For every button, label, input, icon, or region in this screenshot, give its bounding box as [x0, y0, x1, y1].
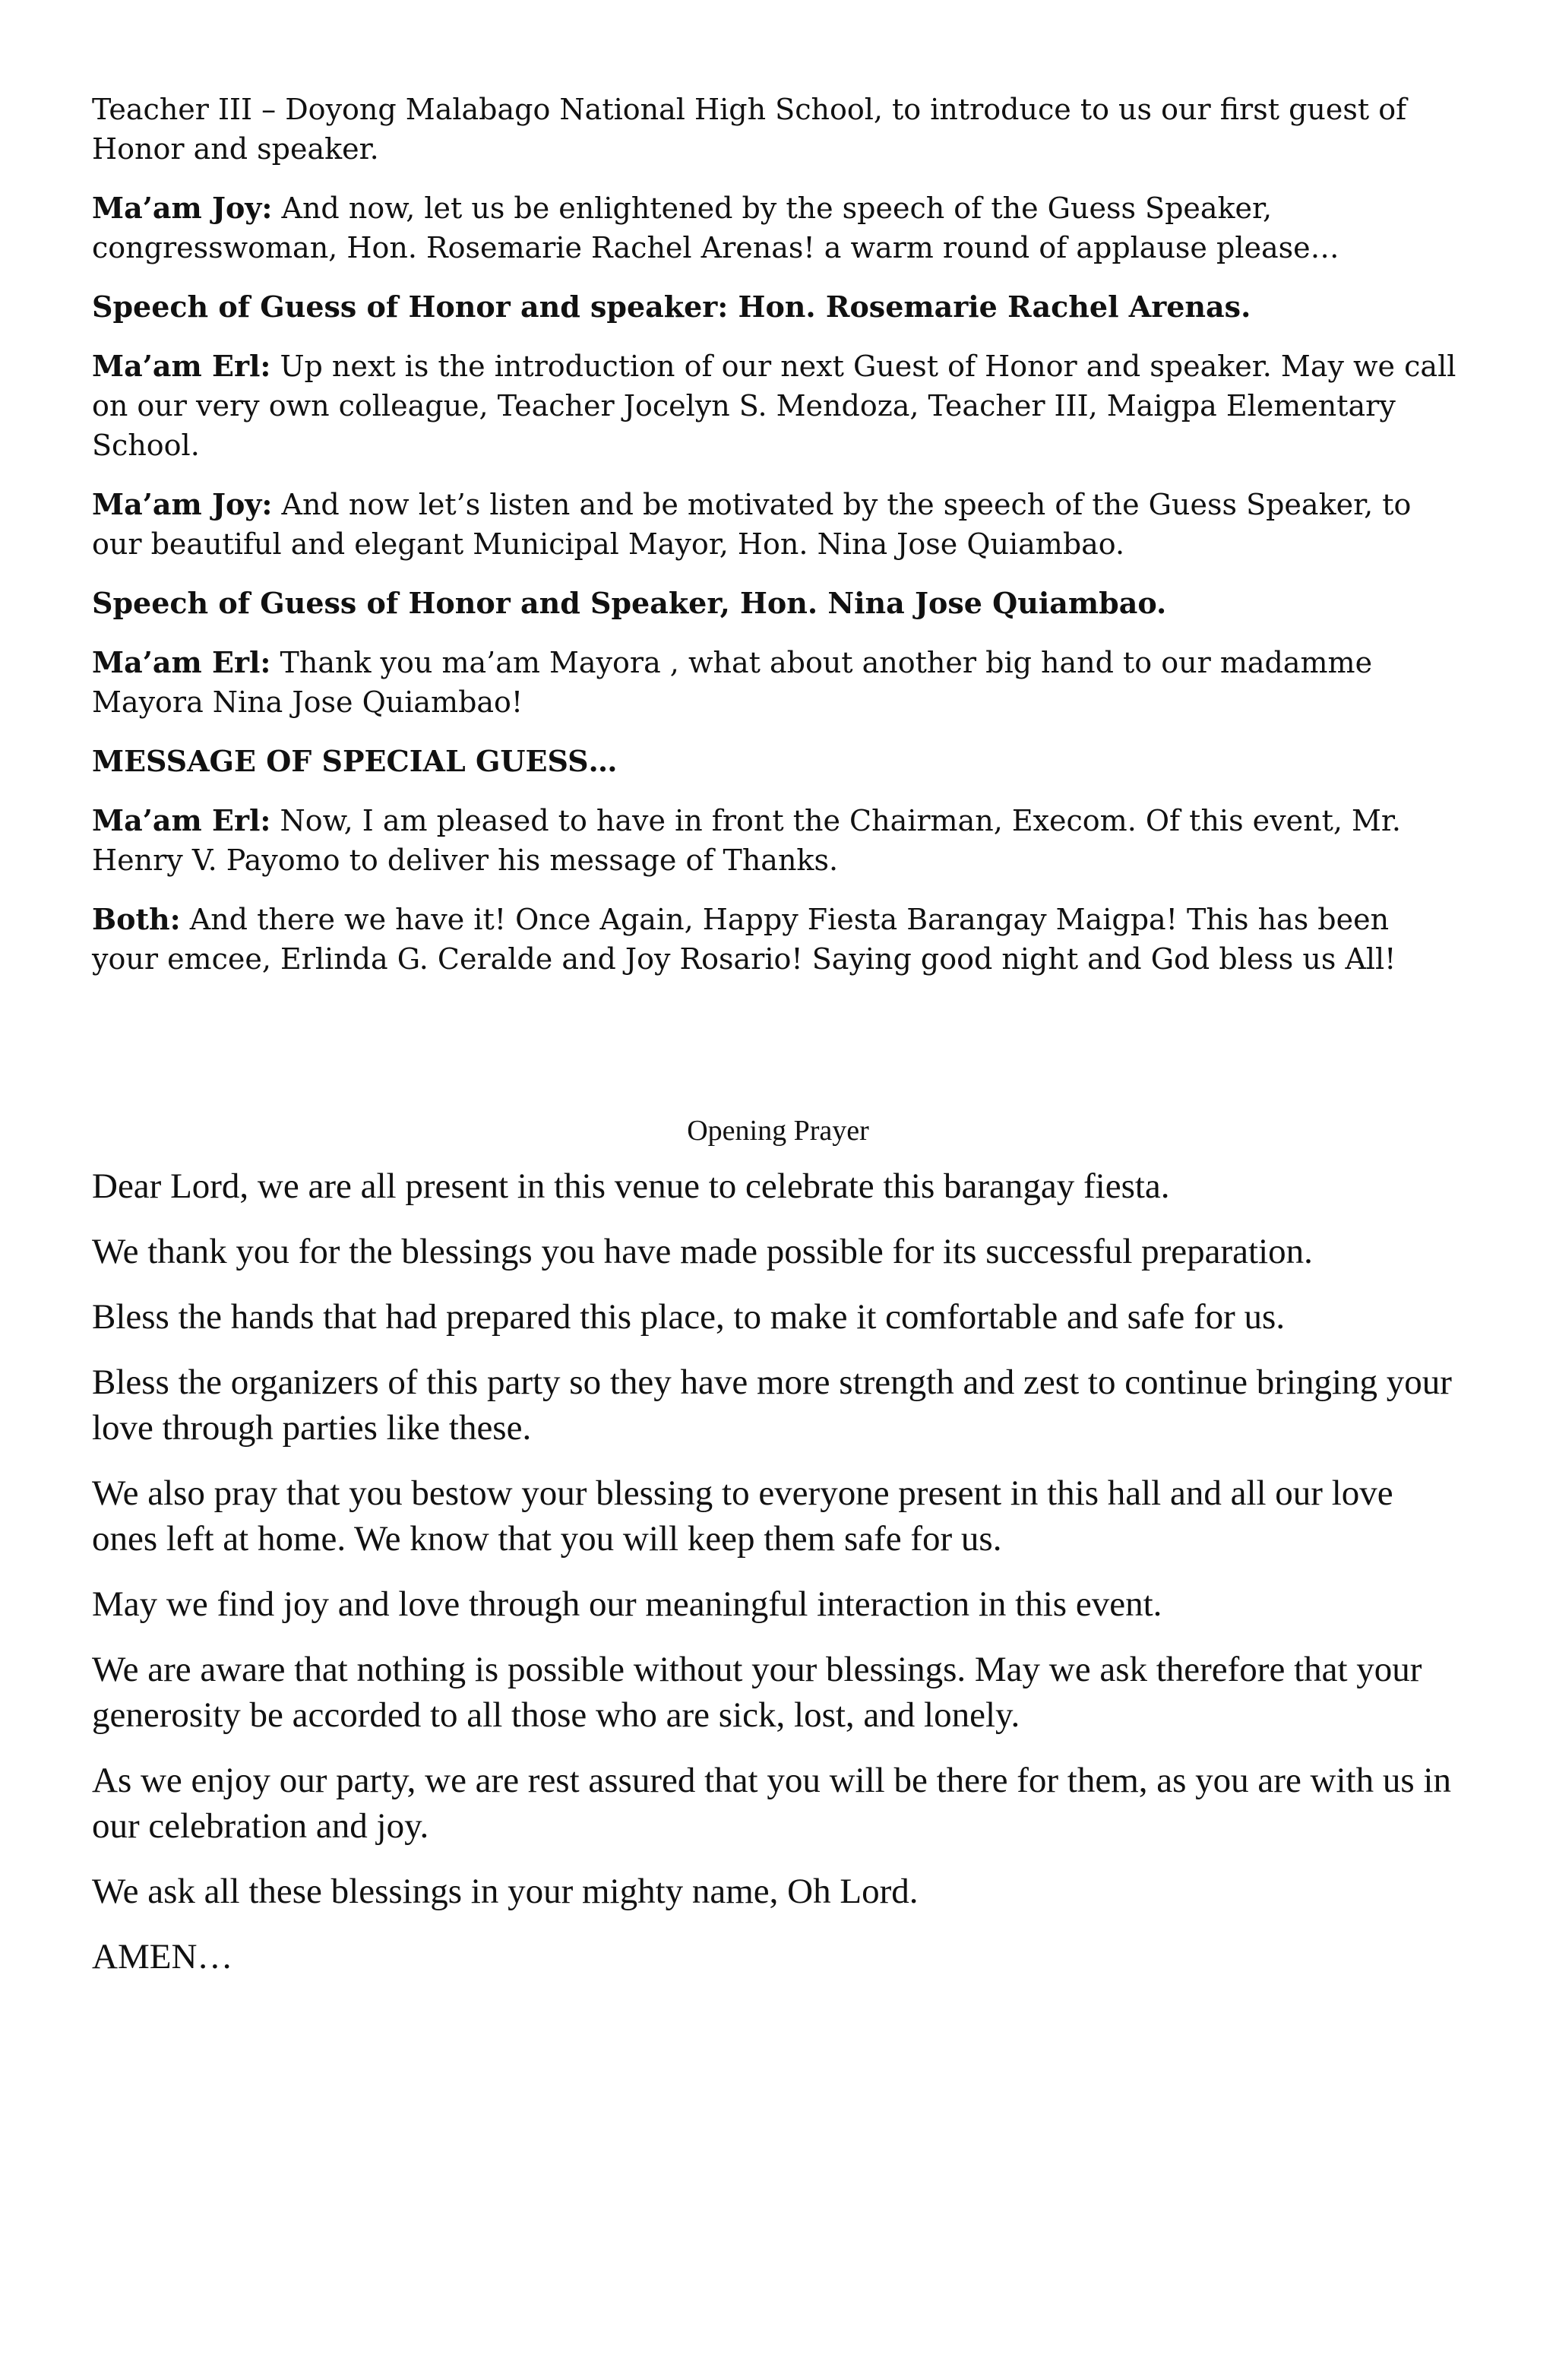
prayer-paragraph: We also pray that you bestow your blessing to everyone present in this hall and all our love ones left at home. We know that you will keep them safe for us.	[92, 1473, 1393, 1559]
prayer-paragraph: We ask all these blessings in your mighty name, Oh Lord.	[92, 1872, 919, 1911]
script-line	[92, 347, 1460, 465]
script-line-intro	[92, 90, 1460, 169]
script-text: Teacher III – Doyong Malabago National High School, to introduce to us our first guest of Honor and speaker.	[92, 93, 1407, 166]
script-text: And now let’s listen and be motivated by the speech of the Guess Speaker, to our beautiful and elegant Municipal Mayor, Hon. Nina Jose Quiambao.	[92, 488, 1412, 561]
script-text: Now, I am pleased to have in front the Chairman, Execom. Of this event, Mr. Henry V. Payomo to deliver his message of Thanks.	[92, 804, 1401, 877]
prayer-paragraph: We are aware that nothing is possible without your blessings. May we ask therefore that your generosity be accorded to all those who are sick, lost, and lonely.	[92, 1650, 1422, 1735]
program-heading: MESSAGE OF SPECIAL GUESS…	[92, 744, 618, 778]
script-text: And there we have it! Once Again, Happy Fiesta Barangay Maigpa! This has been your emcee, Erlinda G. Ceralde and Joy Rosario! Saying good night and God bless us All!	[92, 903, 1396, 976]
prayer-paragraph: We thank you for the blessings you have made possible for its successful preparation.	[92, 1232, 1313, 1271]
speaker-name: Both:	[92, 902, 181, 936]
opening-prayer	[92, 1163, 1460, 1999]
prayer-paragraph: As we enjoy our party, we are rest assured that you will be there for them, as you are with us in our celebration and joy.	[92, 1761, 1451, 1846]
script-line	[92, 643, 1460, 722]
program-heading: Speech of Guess of Honor and speaker: Hon. Rosemarie Rachel Arenas.	[92, 290, 1251, 324]
program-heading: Speech of Guess of Honor and Speaker, Hon. Nina Jose Quiambao.	[92, 586, 1167, 620]
speaker-name: Ma’am Erl:	[92, 349, 271, 383]
script-line	[92, 485, 1460, 564]
prayer-closing: AMEN…	[92, 1937, 233, 1976]
emcee-script	[92, 90, 1460, 999]
script-line	[92, 801, 1460, 880]
script-line	[92, 900, 1460, 979]
script-text: Thank you ma’am Mayora , what about another big hand to our madamme Mayora Nina Jose Quiambao!	[92, 646, 1373, 719]
prayer-paragraph: May we find joy and love through our meaningful interaction in this event.	[92, 1584, 1162, 1624]
prayer-paragraph: Bless the organizers of this party so they have more strength and zest to continue bringing your love through parties like these.	[92, 1362, 1452, 1448]
speaker-name: Ma’am Erl:	[92, 803, 271, 837]
speaker-name: Ma’am Joy:	[92, 191, 273, 225]
prayer-paragraph: Bless the hands that had prepared this place, to make it comfortable and safe for us.	[92, 1297, 1286, 1337]
prayer-paragraph: Dear Lord, we are all present in this venue to celebrate this barangay fiesta.	[92, 1166, 1170, 1206]
speaker-name: Ma’am Joy:	[92, 487, 273, 521]
script-text: Up next is the introduction of our next Guest of Honor and speaker. May we call on our very own colleague, Teacher Jocelyn S. Mendoza, Teacher III, Maigpa Elementary School.	[92, 350, 1456, 462]
prayer-title: Opening Prayer	[687, 1115, 869, 1147]
script-text: And now, let us be enlightened by the speech of the Guess Speaker, congresswoman, Hon. Rosemarie Rachel Arenas! a warm round of applause please…	[92, 191, 1339, 264]
speaker-name: Ma’am Erl:	[92, 645, 271, 679]
script-line	[92, 188, 1460, 267]
